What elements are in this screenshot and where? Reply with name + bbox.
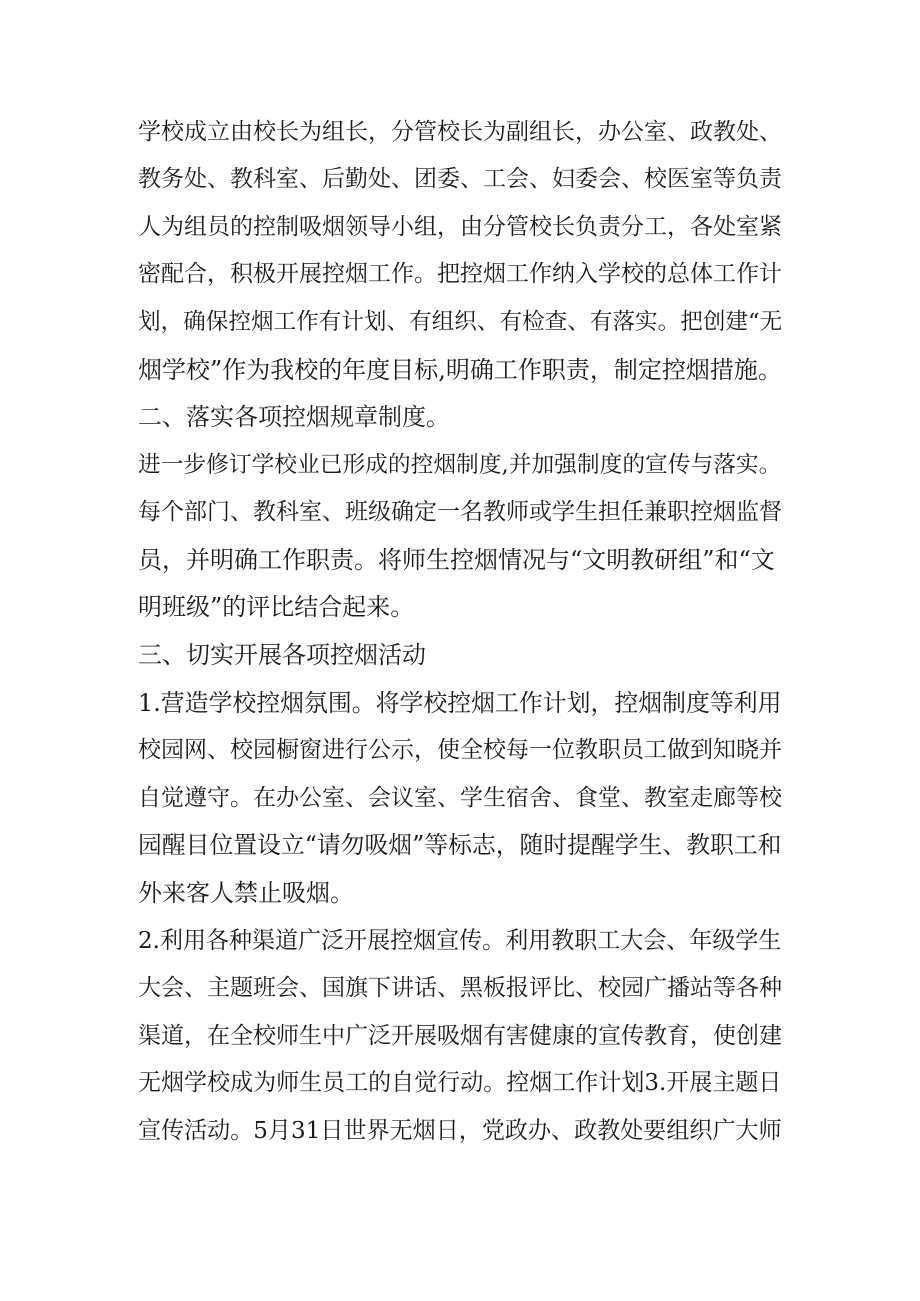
section-heading: 二、落实各项控烟规章制度。 <box>138 403 450 431</box>
text-line: 园醒目位置设立“请勿吸烟”等标志，随时提醒学生、教职工和 <box>138 831 782 859</box>
text-line: 明班级”的评比结合起来。 <box>138 593 415 621</box>
text-line: 自觉遵守。在办公室、会议室、学生宿舍、食堂、教室走廊等校 <box>138 785 782 811</box>
text-line: 进一步修订学校业已形成的控烟制度,并加强制度的宣传与落实。 <box>138 452 782 478</box>
text-line: 1.营造学校控烟氛围。将学校控烟工作计划，控烟制度等利用 <box>138 689 782 717</box>
text-line: 大会、主题班会、国旗下讲话、黑板报评比、校园广播站等各种 <box>138 975 782 1001</box>
text-line: 人为组员的控制吸烟领导小组，由分管校长负责分工，各处室紧 <box>138 214 782 240</box>
text-line: 无烟学校成为师生员工的自觉行动。控烟工作计划3.开展主题日 <box>138 1070 782 1096</box>
text-line: 校园网、校园橱窗进行公示，使全校每一位教职员工做到知晓并 <box>138 737 782 763</box>
text-line: 密配合，积极开展控烟工作。把控烟工作纳入学校的总体工作计 <box>138 261 782 287</box>
text-line: 宣传活动。5月31日世界无烟日，党政办、政教处要组织广大师 <box>138 1118 782 1144</box>
text-line: 学校成立由校长为组长，分管校长为副组长，办公室、政教处、 <box>138 119 782 145</box>
text-line: 员，并明确工作职责。将师生控烟情况与“文明教研组”和“文 <box>138 546 775 574</box>
text-line: 2.利用各种渠道广泛开展控烟宣传。利用教职工大会、年级学生 <box>138 928 782 954</box>
text-line: 教务处、教科室、后勤处、团委、工会、妇委会、校医室等负责 <box>138 166 782 192</box>
text-line: 划，确保控烟工作有计划、有组织、有检查、有落实。把创建“无 <box>138 309 783 335</box>
text-line: 烟学校”作为我校的年度目标,明确工作职责，制定控烟措施。 <box>138 356 782 384</box>
section-heading: 三、切实开展各项控烟活动 <box>138 641 426 669</box>
text-line: 渠道，在全校师生中广泛开展吸烟有害健康的宣传教育，使创建 <box>138 1023 782 1049</box>
text-line: 每个部门、教科室、班级确定一名教师或学生担任兼职控烟监督 <box>138 499 782 525</box>
text-line: 外来客人禁止吸烟。 <box>138 879 354 907</box>
